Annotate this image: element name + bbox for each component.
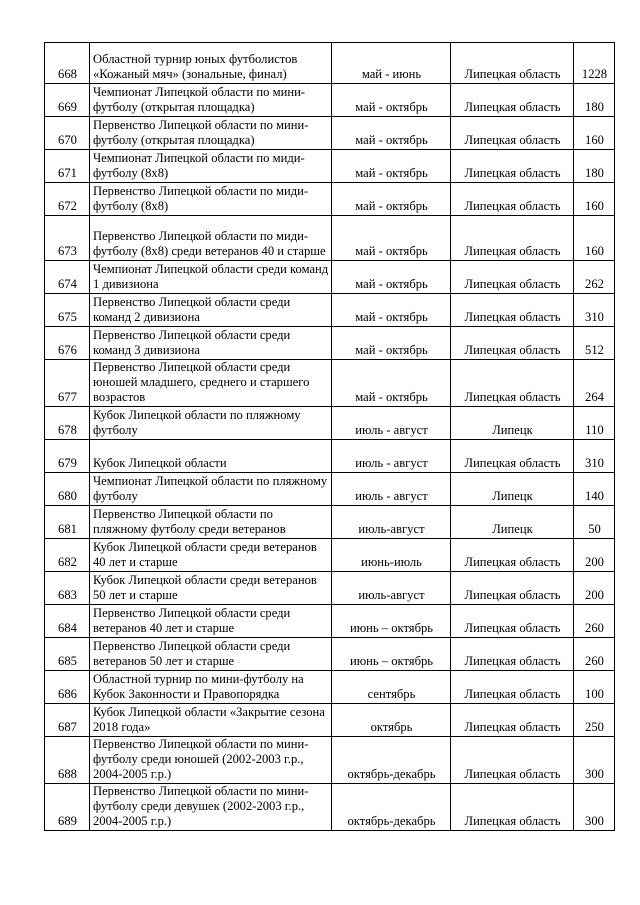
table-row bbox=[45, 605, 615, 638]
event-period: июнь – октябрь bbox=[332, 638, 451, 671]
event-place: Липецкая область bbox=[451, 216, 574, 261]
event-place: Липецкая область bbox=[451, 327, 574, 360]
event-name: Чемпионат Липецкой области по мини-футболу (открытая площадка) bbox=[90, 84, 332, 117]
event-name: Областной турнир юных футболистов «Кожаный мяч» (зональные, финал) bbox=[90, 43, 332, 84]
table-row bbox=[45, 737, 615, 784]
row-number: 688 bbox=[45, 737, 90, 784]
event-period: октябрь-декабрь bbox=[332, 737, 451, 784]
event-period: май - октябрь bbox=[332, 216, 451, 261]
event-place: Липецкая область bbox=[451, 784, 574, 831]
table-row bbox=[45, 784, 615, 831]
event-place: Липецкая область bbox=[451, 183, 574, 216]
row-number: 678 bbox=[45, 407, 90, 440]
participant-count: 110 bbox=[574, 407, 615, 440]
event-period: сентябрь bbox=[332, 671, 451, 704]
table-row bbox=[45, 440, 615, 473]
event-name: Кубок Липецкой области среди ветеранов 40 лет и старше bbox=[90, 539, 332, 572]
event-name: Первенство Липецкой области по мини-футболу среди девушек (2002-2003 г.р., 2004-2005 г.р.) bbox=[90, 784, 332, 831]
table-body bbox=[45, 43, 615, 831]
event-name: Чемпионат Липецкой области по миди-футболу (8х8) bbox=[90, 150, 332, 183]
table-row bbox=[45, 294, 615, 327]
event-period: май - октябрь bbox=[332, 183, 451, 216]
event-name: Первенство Липецкой области среди команд 3 дивизиона bbox=[90, 327, 332, 360]
event-name: Чемпионат Липецкой области по пляжному футболу bbox=[90, 473, 332, 506]
event-name: Кубок Липецкой области bbox=[90, 440, 332, 473]
event-name: Чемпионат Липецкой области среди команд 1 дивизиона bbox=[90, 261, 332, 294]
row-number: 668 bbox=[45, 43, 90, 84]
event-period: май - июнь bbox=[332, 43, 451, 84]
row-number: 676 bbox=[45, 327, 90, 360]
participant-count: 262 bbox=[574, 261, 615, 294]
participant-count: 180 bbox=[574, 150, 615, 183]
events-table bbox=[44, 42, 615, 831]
table-row bbox=[45, 473, 615, 506]
event-place: Липецкая область bbox=[451, 737, 574, 784]
event-place: Липецкая область bbox=[451, 150, 574, 183]
event-name: Первенство Липецкой области по мини-футболу среди юношей (2002-2003 г.р., 2004-2005 г.р.) bbox=[90, 737, 332, 784]
row-number: 675 bbox=[45, 294, 90, 327]
event-place: Липецкая область bbox=[451, 539, 574, 572]
event-period: май - октябрь bbox=[332, 327, 451, 360]
participant-count: 160 bbox=[574, 216, 615, 261]
table-row bbox=[45, 360, 615, 407]
table-row bbox=[45, 638, 615, 671]
row-number: 679 bbox=[45, 440, 90, 473]
participant-count: 200 bbox=[574, 572, 615, 605]
table-row bbox=[45, 43, 615, 84]
event-name: Областной турнир по мини-футболу на Кубок Законности и Правопорядка bbox=[90, 671, 332, 704]
event-place: Липецкая область bbox=[451, 605, 574, 638]
participant-count: 260 bbox=[574, 605, 615, 638]
row-number: 689 bbox=[45, 784, 90, 831]
participant-count: 310 bbox=[574, 440, 615, 473]
row-number: 682 bbox=[45, 539, 90, 572]
event-place: Липецк bbox=[451, 473, 574, 506]
table-row bbox=[45, 84, 615, 117]
participant-count: 264 bbox=[574, 360, 615, 407]
event-period: май - октябрь bbox=[332, 117, 451, 150]
row-number: 673 bbox=[45, 216, 90, 261]
event-period: июль - август bbox=[332, 473, 451, 506]
event-place: Липецкая область bbox=[451, 671, 574, 704]
row-number: 669 bbox=[45, 84, 90, 117]
participant-count: 160 bbox=[574, 183, 615, 216]
table-row bbox=[45, 572, 615, 605]
event-period: май - октябрь bbox=[332, 150, 451, 183]
event-place: Липецкая область bbox=[451, 572, 574, 605]
event-place: Липецкая область bbox=[451, 294, 574, 327]
event-place: Липецкая область bbox=[451, 43, 574, 84]
table-row bbox=[45, 150, 615, 183]
event-name: Кубок Липецкой области среди ветеранов 50 лет и старше bbox=[90, 572, 332, 605]
event-place: Липецкая область bbox=[451, 84, 574, 117]
event-place: Липецкая область bbox=[451, 704, 574, 737]
table-row bbox=[45, 539, 615, 572]
row-number: 677 bbox=[45, 360, 90, 407]
participant-count: 512 bbox=[574, 327, 615, 360]
event-name: Первенство Липецкой области по пляжному футболу среди ветеранов bbox=[90, 506, 332, 539]
row-number: 681 bbox=[45, 506, 90, 539]
event-name: Кубок Липецкой области по пляжному футболу bbox=[90, 407, 332, 440]
event-place: Липецк bbox=[451, 506, 574, 539]
participant-count: 1228 bbox=[574, 43, 615, 84]
table-row bbox=[45, 506, 615, 539]
event-place: Липецк bbox=[451, 407, 574, 440]
table-row bbox=[45, 261, 615, 294]
event-name: Первенство Липецкой области среди команд 2 дивизиона bbox=[90, 294, 332, 327]
event-place: Липецкая область bbox=[451, 261, 574, 294]
event-name: Первенство Липецкой области среди юношей младшего, среднего и старшего возрастов bbox=[90, 360, 332, 407]
participant-count: 50 bbox=[574, 506, 615, 539]
event-period: май - октябрь bbox=[332, 360, 451, 407]
table-row bbox=[45, 704, 615, 737]
event-name: Первенство Липецкой области по миди-футболу (8х8) bbox=[90, 183, 332, 216]
event-name: Первенство Липецкой области среди ветеранов 50 лет и старше bbox=[90, 638, 332, 671]
row-number: 683 bbox=[45, 572, 90, 605]
table-row bbox=[45, 327, 615, 360]
event-period: июль - август bbox=[332, 407, 451, 440]
event-place: Липецкая область bbox=[451, 117, 574, 150]
participant-count: 180 bbox=[574, 84, 615, 117]
event-place: Липецкая область bbox=[451, 638, 574, 671]
row-number: 670 bbox=[45, 117, 90, 150]
participant-count: 100 bbox=[574, 671, 615, 704]
table-row bbox=[45, 216, 615, 261]
event-period: май - октябрь bbox=[332, 294, 451, 327]
event-period: октябрь bbox=[332, 704, 451, 737]
event-period: июль-август bbox=[332, 506, 451, 539]
event-period: июнь – октябрь bbox=[332, 605, 451, 638]
event-name: Первенство Липецкой области по мини-футболу (открытая площадка) bbox=[90, 117, 332, 150]
row-number: 684 bbox=[45, 605, 90, 638]
participant-count: 200 bbox=[574, 539, 615, 572]
participant-count: 300 bbox=[574, 737, 615, 784]
participant-count: 140 bbox=[574, 473, 615, 506]
participant-count: 300 bbox=[574, 784, 615, 831]
row-number: 685 bbox=[45, 638, 90, 671]
table-row bbox=[45, 117, 615, 150]
row-number: 686 bbox=[45, 671, 90, 704]
table-row bbox=[45, 671, 615, 704]
row-number: 671 bbox=[45, 150, 90, 183]
row-number: 674 bbox=[45, 261, 90, 294]
participant-count: 160 bbox=[574, 117, 615, 150]
event-period: октябрь-декабрь bbox=[332, 784, 451, 831]
event-period: июнь-июль bbox=[332, 539, 451, 572]
event-period: май - октябрь bbox=[332, 261, 451, 294]
event-name: Кубок Липецкой области «Закрытие сезона 2018 года» bbox=[90, 704, 332, 737]
event-period: июль - август bbox=[332, 440, 451, 473]
participant-count: 260 bbox=[574, 638, 615, 671]
event-place: Липецкая область bbox=[451, 360, 574, 407]
row-number: 680 bbox=[45, 473, 90, 506]
row-number: 672 bbox=[45, 183, 90, 216]
event-period: июль-август bbox=[332, 572, 451, 605]
event-name: Первенство Липецкой области по миди-футболу (8х8) среди ветеранов 40 и старше bbox=[90, 216, 332, 261]
event-name: Первенство Липецкой области среди ветеранов 40 лет и старше bbox=[90, 605, 332, 638]
participant-count: 310 bbox=[574, 294, 615, 327]
row-number: 687 bbox=[45, 704, 90, 737]
table-row bbox=[45, 407, 615, 440]
event-period: май - октябрь bbox=[332, 84, 451, 117]
event-place: Липецкая область bbox=[451, 440, 574, 473]
participant-count: 250 bbox=[574, 704, 615, 737]
table-row bbox=[45, 183, 615, 216]
